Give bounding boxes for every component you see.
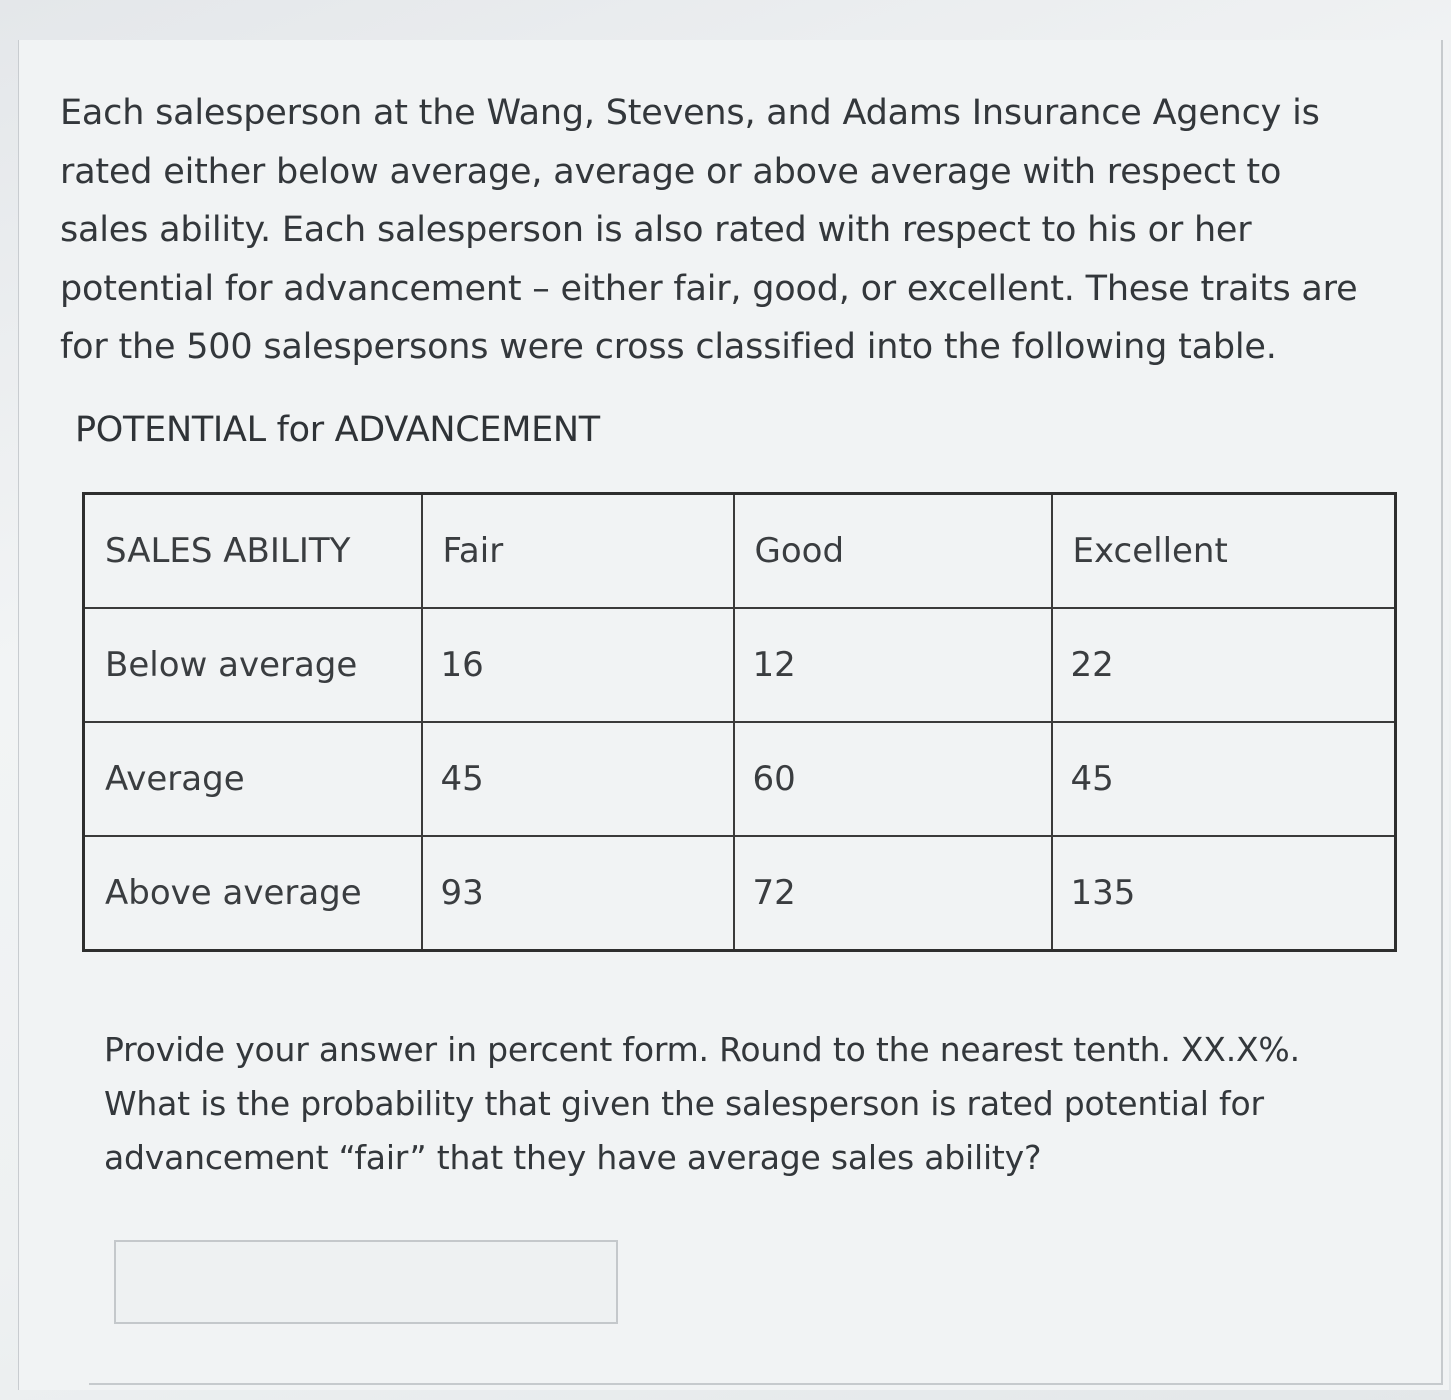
cell-below-average-excellent: 22 xyxy=(1052,608,1396,722)
cell-average-fair: 45 xyxy=(422,722,734,836)
header-good: Good xyxy=(734,494,1052,609)
question-intro-text: Each salesperson at the Wang, Stevens, and Adams Insurance Agency is rated either below average, average or above average with respect to sales ability. Each salesperson is also rated with respect to his or her potential for advancement – either fair, good, or excellent. These traits are for the 500 salespersons were cross classified into the following table. xyxy=(60,93,1358,367)
cell-average-good: 60 xyxy=(734,722,1052,836)
row-label-below-average: Below average xyxy=(84,608,422,722)
cell-below-average-fair: 16 xyxy=(422,608,734,722)
table-header-row xyxy=(84,494,1396,609)
cross-classification-table-container xyxy=(82,492,1394,948)
row-label-above-average: Above average xyxy=(84,836,422,951)
cell-average-excellent: 45 xyxy=(1052,722,1396,836)
header-fair: Fair xyxy=(422,494,734,609)
row-label-average: Average xyxy=(84,722,422,836)
question-prompt-text: Provide your answer in percent form. Round to the nearest tenth. XX.X%. What is the probability that given the salesperson is rated potential for advancement “fair” that they have average sales ability? xyxy=(104,1030,1300,1177)
header-excellent: Excellent xyxy=(1052,494,1396,609)
table-row xyxy=(84,836,1396,951)
answer-input[interactable] xyxy=(114,1240,618,1324)
table-heading: POTENTIAL for ADVANCEMENT xyxy=(75,410,600,450)
table-row xyxy=(84,608,1396,722)
cell-below-average-good: 12 xyxy=(734,608,1052,722)
cross-classification-table xyxy=(82,492,1397,952)
table-row xyxy=(84,722,1396,836)
cell-above-average-good: 72 xyxy=(734,836,1052,951)
header-sales-ability: SALES ABILITY xyxy=(84,494,422,609)
cell-above-average-fair: 93 xyxy=(422,836,734,951)
cell-above-average-excellent: 135 xyxy=(1052,836,1396,951)
